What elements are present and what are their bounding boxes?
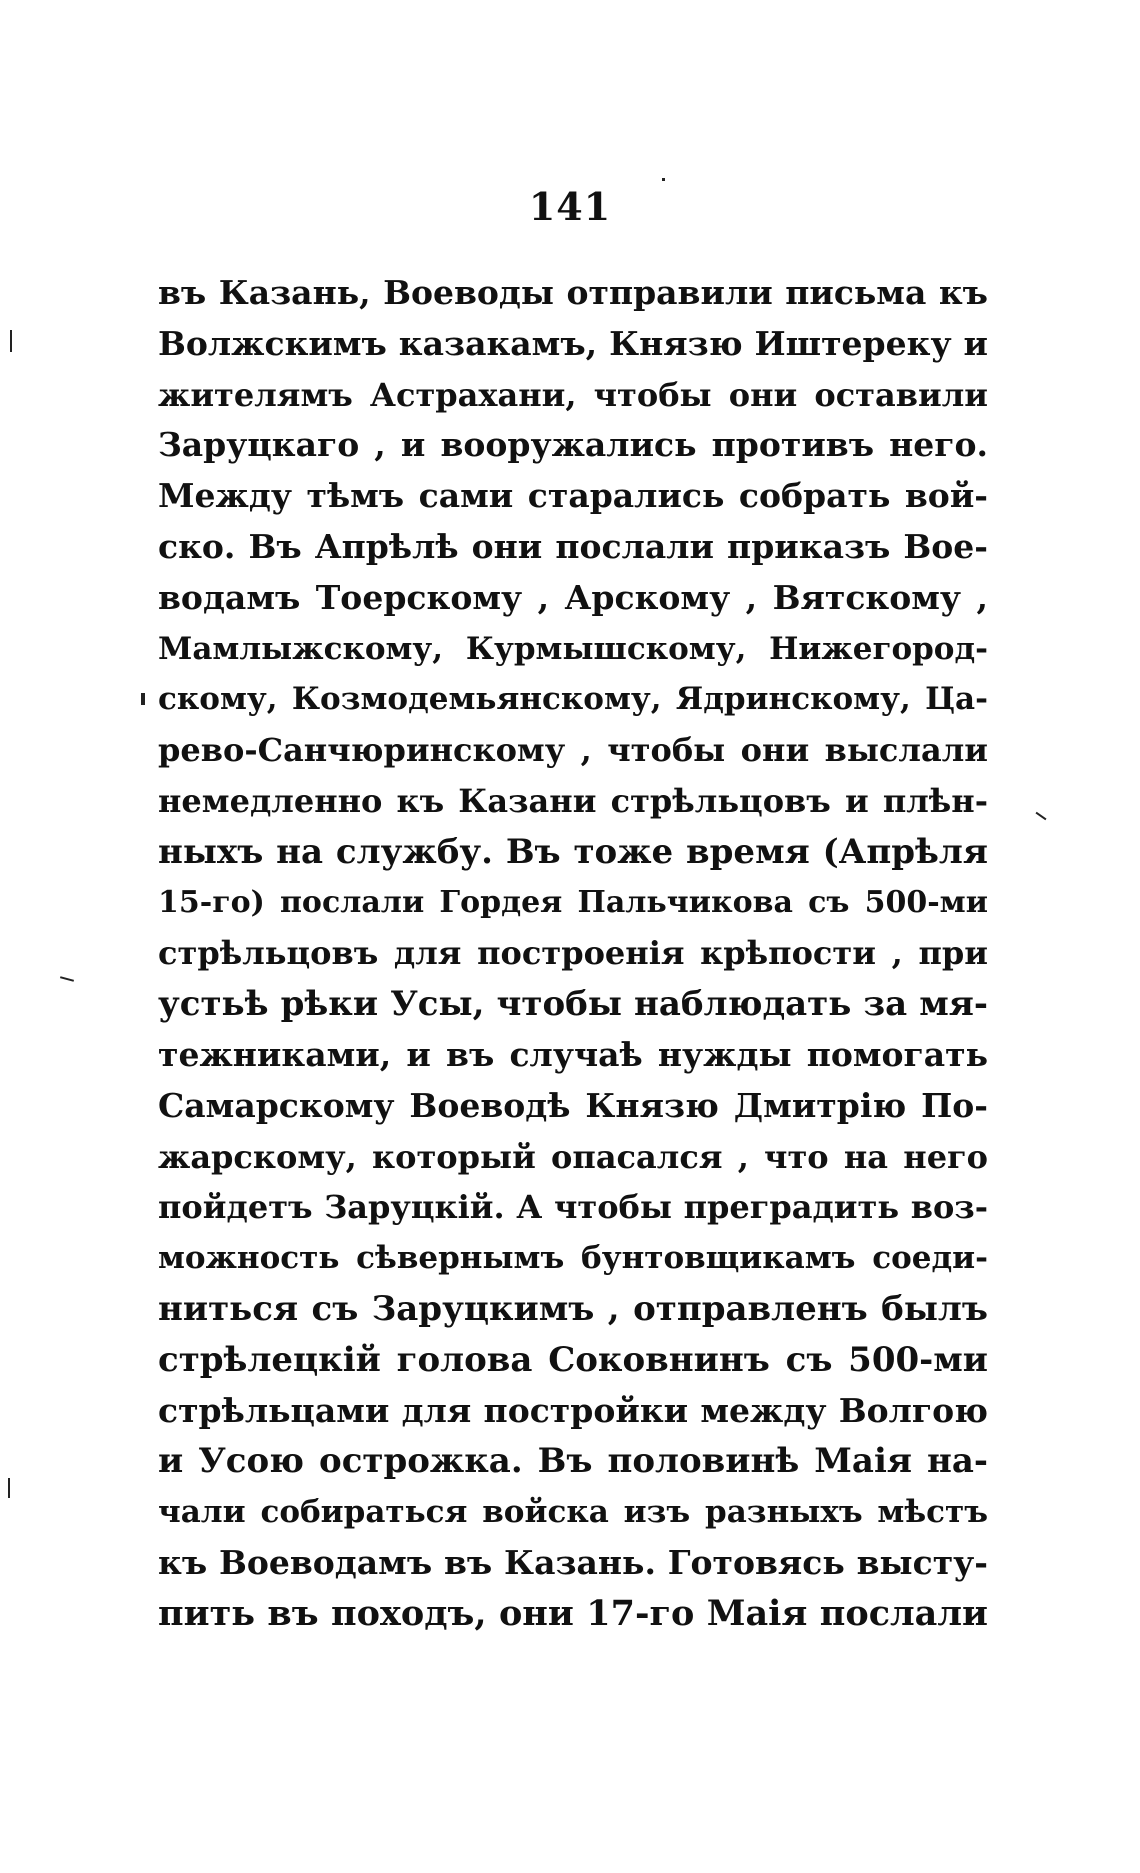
text-line: въ Казань, Воеводы отправили письма къ <box>158 273 988 312</box>
text-line: пить въ походъ, они 17-го Маія послали <box>158 1592 988 1634</box>
scan-mark <box>662 178 665 181</box>
text-line: тежниками, и въ случаѣ нужды помогать <box>158 1034 988 1074</box>
text-line: жителямъ Астрахани, чтобы они оставили <box>158 375 988 414</box>
text-line: стрѣльцовъ для построенія крѣпости , при <box>158 934 988 973</box>
text-line: ниться съ Заруцкимъ , отправленъ былъ <box>158 1288 988 1329</box>
scan-mark <box>10 330 12 352</box>
text-line: Заруцкаго , и вооружались противъ него. <box>158 425 988 465</box>
text-line: ныхъ на службу. Въ тоже время (Апрѣля <box>158 831 988 872</box>
scan-mark <box>141 693 145 705</box>
text-line: можность сѣвернымъ бунтовщикамъ соеди- <box>158 1240 988 1277</box>
text-line: чали собираться войска изъ разныхъ мѣстъ <box>158 1494 988 1531</box>
text-line: водамъ Тоерскому , Арскому , Вятскому , <box>158 577 988 617</box>
text-line: Волжскимъ казакамъ, Князю Иштереку и <box>158 323 988 363</box>
scan-mark <box>8 1478 10 1498</box>
text-line: ско. Въ Апрѣлѣ они послали приказъ Вое- <box>158 526 988 566</box>
text-line: Мамлыжскому, Курмышскому, Нижегород- <box>158 630 988 667</box>
text-line: рево-Санчюринскому , чтобы они выслали <box>158 731 988 770</box>
text-line: немедленно къ Казани стрѣльцовъ и плѣн- <box>158 781 988 820</box>
text-line: и Усою острожка. Въ половинѣ Маія на- <box>158 1441 988 1482</box>
text-line: Самарскому Воеводѣ Князю Дмитрію По- <box>158 1085 988 1125</box>
text-line: пойдетъ Заруцкій. А чтобы преградить воз- <box>158 1188 988 1227</box>
text-line: Между тѣмъ сами старались собрать вой- <box>158 476 988 516</box>
body-text <box>158 268 988 1640</box>
text-line: къ Воеводамъ въ Казань. Готовясь высту- <box>158 1542 988 1582</box>
text-line: 15-го) послали Гордея Пальчикова съ 500-ми <box>158 884 988 920</box>
text-line: скому, Козмодемьянскому, Ядринскому, Ца- <box>158 681 988 718</box>
text-line: стрѣлецкій голова Соковнинъ съ 500-ми <box>158 1339 988 1380</box>
scan-mark <box>60 976 74 982</box>
page-number: 141 <box>528 184 612 229</box>
scan-mark <box>1036 812 1047 821</box>
text-line: жарскому, который опасался , что на него <box>158 1137 988 1176</box>
text-line: устьѣ рѣки Усы, чтобы наблюдать за мя- <box>158 984 988 1025</box>
text-line: стрѣльцами для постройки между Волгою <box>158 1390 988 1430</box>
